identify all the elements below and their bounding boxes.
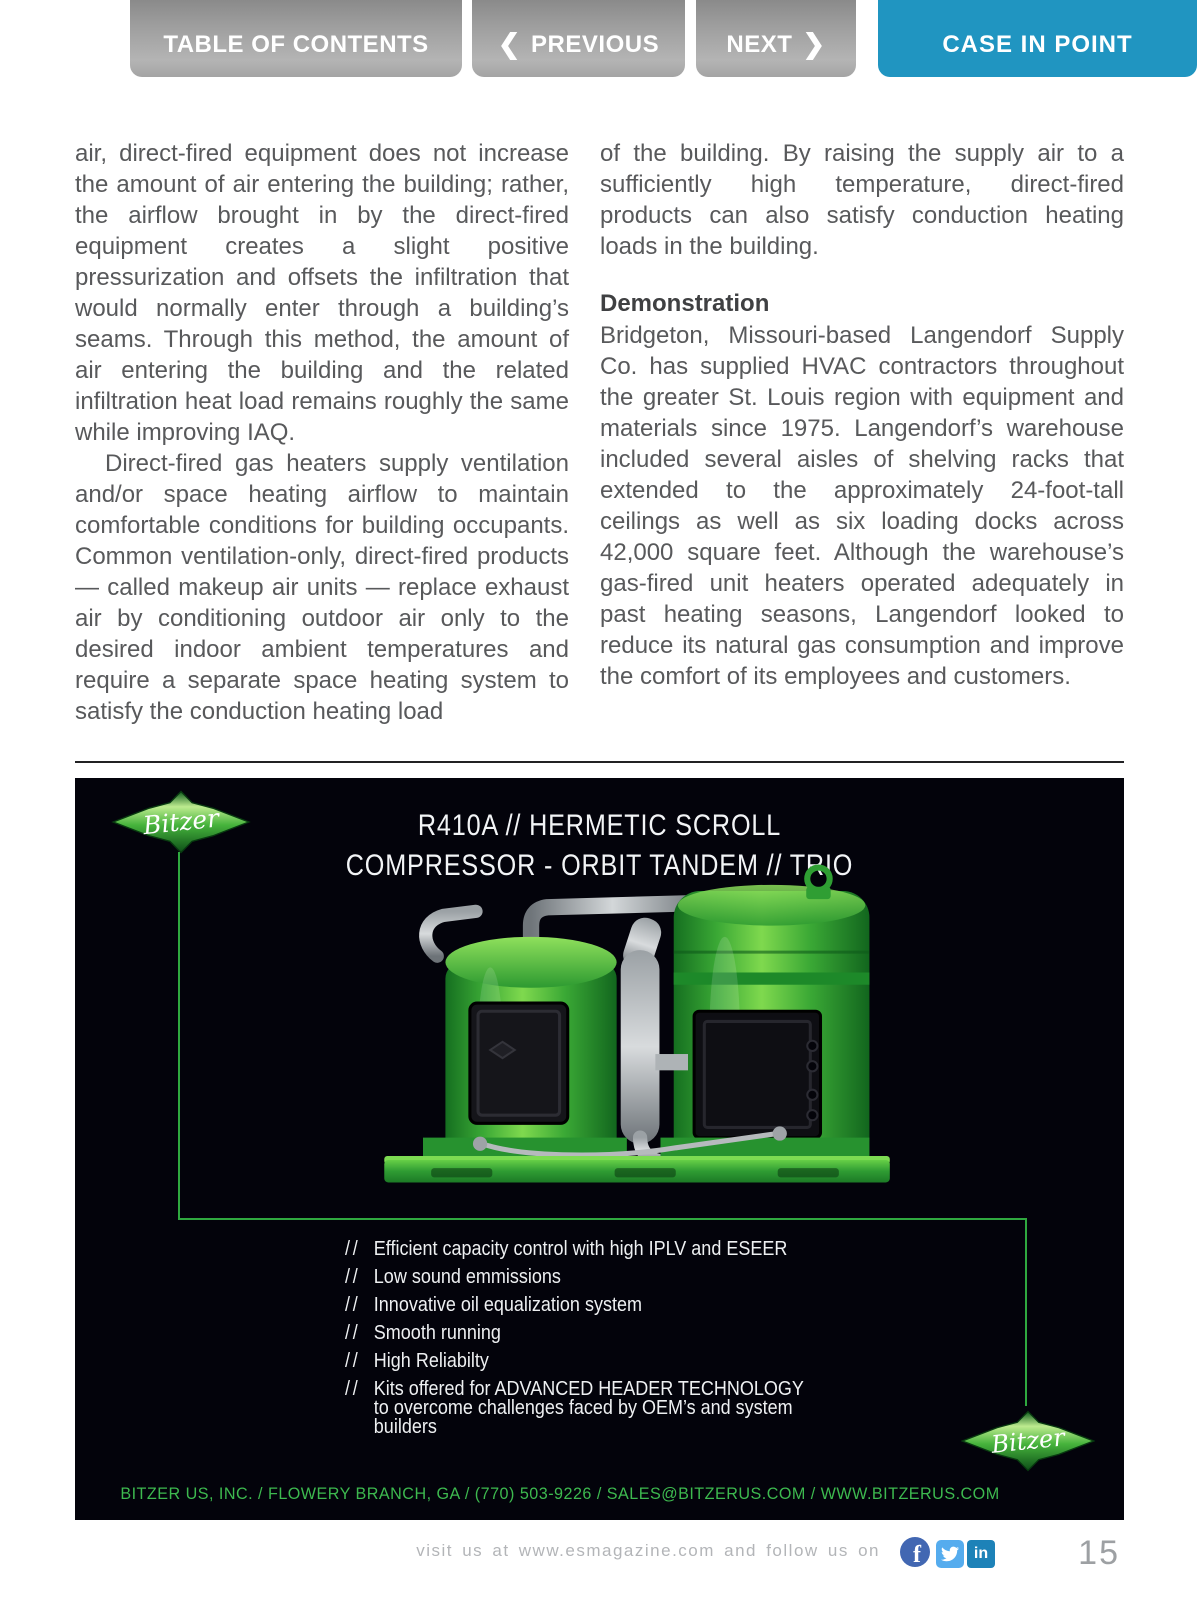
section-heading: Demonstration: [600, 290, 770, 317]
linkedin-icon[interactable]: [967, 1540, 995, 1568]
bitzer-advertisement[interactable]: [75, 778, 1124, 1520]
bullet-prefix: //: [345, 1350, 361, 1372]
next-button[interactable]: [696, 0, 856, 77]
green-connector-line: [178, 852, 180, 1220]
twitter-bird-icon: [941, 1545, 959, 1563]
bitzer-logo-text: Bitzer: [141, 803, 221, 841]
list-item: [345, 1268, 867, 1287]
ad-headline-line1: R410A // HERMETIC SCROLL: [417, 809, 782, 842]
green-connector-line: [178, 1218, 1027, 1220]
ad-contact-line: BITZER US, INC. / FLOWERY BRANCH, GA / (770) 503-9226 / SALES@BITZERUS.COM / WWW.BITZERUS.COM: [120, 1484, 1000, 1503]
bullet-prefix: //: [345, 1294, 361, 1316]
list-item: [345, 1296, 867, 1315]
chevron-left-icon: ❮: [497, 28, 522, 59]
previous-button[interactable]: [472, 0, 685, 77]
bitzer-logo: [961, 1406, 1095, 1476]
paragraph: air, direct-fired equipment does not increase the amount of air entering the building; rather, the airflow brought in by the direct-fired equipment creates a slight positive pressurization and offsets the infiltration that would normally enter through a building’s seams. Through this method, the amount of air entering the building and the related infiltration heat load remains roughly the same while improving IAQ.: [75, 140, 569, 446]
facebook-icon[interactable]: [900, 1537, 930, 1567]
previous-label: PREVIOUS: [531, 31, 660, 58]
chevron-right-icon: ❯: [802, 28, 826, 59]
ad-headline-line2: COMPRESSOR - ORBIT TANDEM // TRIO: [345, 849, 854, 882]
list-item: [345, 1324, 867, 1343]
footer-text: visit us at www.esmagazine.com and follow us on: [416, 1541, 880, 1560]
bullet-prefix: //: [345, 1238, 361, 1260]
bullet-text: Innovative oil equalization system: [373, 1294, 642, 1316]
bullet-text: Efficient capacity control with high IPLV and ESEER: [373, 1238, 788, 1260]
page-number: 15: [1078, 1534, 1120, 1572]
list-item: [345, 1380, 867, 1437]
list-item: [345, 1240, 867, 1259]
next-label: NEXT: [726, 31, 793, 58]
divider-rule: [75, 761, 1124, 763]
facebook-glyph: f: [913, 1541, 921, 1568]
article-body: [75, 138, 1124, 727]
case-in-point-button[interactable]: CASE IN POINT: [878, 0, 1197, 77]
bitzer-logo-text: Bitzer: [989, 1423, 1067, 1459]
bullet-prefix: //: [345, 1378, 361, 1400]
paragraph: of the building. By raising the supply air to a sufficiently high temperature, direct-fired products can also satisfy conduction heating loads in the building.: [600, 140, 1124, 260]
table-of-contents-button[interactable]: TABLE OF CONTENTS: [130, 0, 462, 77]
linkedin-glyph: in: [973, 1545, 989, 1562]
paragraph: Direct-fired gas heaters supply ventilation and/or space heating airflow to maintain comfortable conditions for building occupants. Common ventilation-only, direct-fired products — called makeup air units — replace exhaust air by conditioning outdoor air only to the desired indoor ambient temperatures and require a separate space heating system to satisfy the conduction heating load: [75, 450, 569, 725]
article-column-right: [600, 138, 1124, 727]
compressor-image: [370, 850, 900, 1202]
bullet-text: Low sound emmissions: [373, 1266, 561, 1288]
bullet-prefix: //: [345, 1266, 361, 1288]
green-connector-line: [1025, 1218, 1027, 1406]
bullet-prefix: //: [345, 1322, 361, 1344]
feature-list: [345, 1240, 925, 1446]
twitter-icon[interactable]: [936, 1540, 964, 1568]
bullet-text: Smooth running: [373, 1322, 501, 1344]
bullet-text: High Reliabilty: [373, 1350, 489, 1372]
bullet-text: Kits offered for ADVANCED HEADER TECHNOLOGY to overcome challenges faced by OEM’s and system builders: [373, 1378, 804, 1438]
paragraph: Bridgeton, Missouri-based Langendorf Supply Co. has supplied HVAC contractors throughout the greater St. Louis region with equipment and materials since 1975. Langendorf’s warehouse included several aisles of shelving racks that extended to the approximately 24-foot-tall ceilings as well as six loading docks across 42,000 square feet. Although the warehouse’s gas-fired unit heaters operated adequately in past heating seasons, Langendorf looked to reduce its natural gas consumption and improve the comfort of its employees and customers.: [600, 322, 1124, 690]
article-column-left: [75, 138, 569, 727]
list-item: [345, 1352, 867, 1371]
